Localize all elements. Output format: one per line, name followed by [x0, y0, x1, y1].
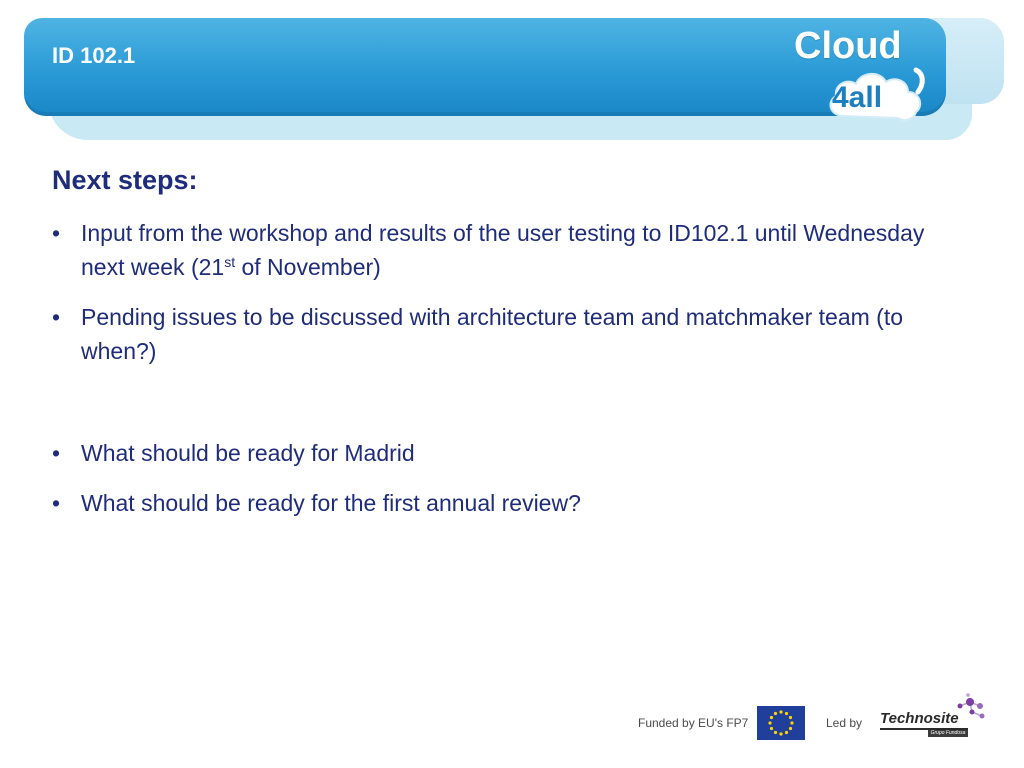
bullet-list [52, 216, 952, 536]
technosite-wordmark: Technosite [880, 710, 959, 727]
logo-word-cloud: Cloud [794, 25, 902, 67]
footer [0, 690, 1024, 750]
section-heading: Next steps: [52, 165, 198, 195]
bullet-item [52, 486, 952, 520]
bullet-dot: • [52, 440, 61, 466]
led-by-text: Led by [826, 716, 863, 730]
ordinal-suffix: st [224, 254, 236, 270]
bullet-item [52, 216, 952, 284]
bullet-text: What should be ready for Madrid [81, 440, 415, 466]
logo-word-4all: 4all [832, 81, 883, 114]
bullet-item [52, 300, 952, 368]
slide-title: ID 102.1 [52, 43, 136, 68]
bullet-item [52, 436, 952, 470]
bullet-dot: • [52, 220, 61, 246]
eu-flag-icon [757, 706, 805, 740]
bullet-text: What should be ready for the first annual review? [81, 490, 581, 516]
technosite-tagline: Grupo Fundosa [928, 730, 968, 737]
bullet-text: Input from the workshop and results of the user testing to ID102.1 until Wednesday next week (21 [81, 220, 925, 280]
bullet-text-continued: of November) [235, 254, 381, 280]
cloud4all-logo [788, 24, 938, 128]
bullet-dot: • [52, 304, 61, 330]
bullet-text: Pending issues to be discussed with architecture team and matchmaker team (to when?) [81, 304, 904, 364]
funded-by-text: Funded by EU's FP7 [638, 716, 749, 730]
bullet-dot: • [52, 490, 61, 516]
